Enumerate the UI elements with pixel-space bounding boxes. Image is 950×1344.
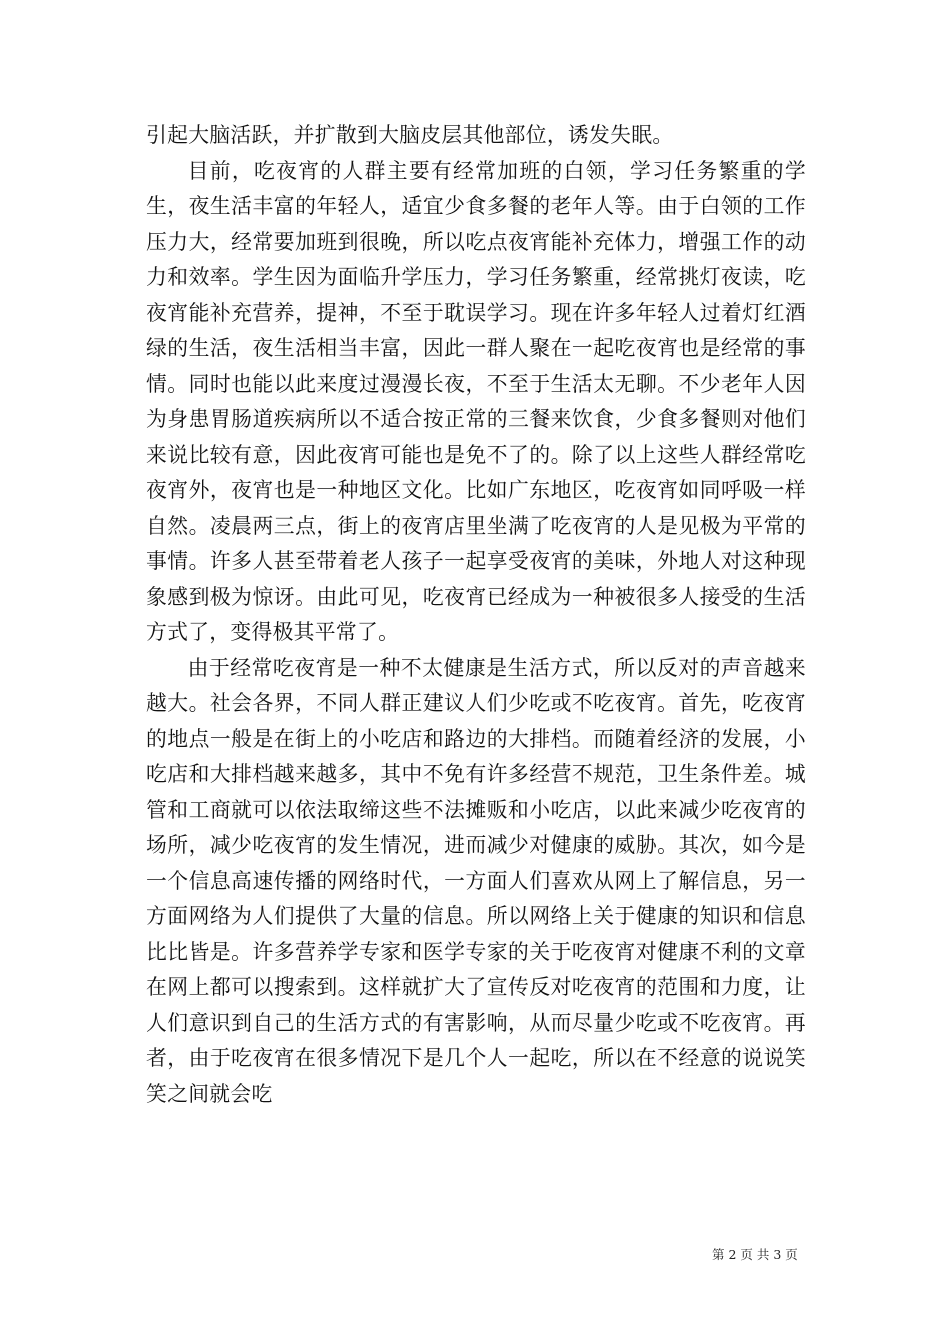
- paragraph-continuation: 引起大脑活跃，并扩散到大脑皮层其他部位，诱发失眠。: [146, 123, 674, 147]
- paragraph-opposition-measures: 由于经常吃夜宵是一种不太健康是生活方式，所以反对的声音越来越大。社会各界，不同人群正建议人们少吃或不吃夜宵。首先，吃夜宵的地点一般是在街上的小吃店和路边的大排档。而随着经济的发展，小吃店和大排档越来越多，其中不免有许多经营不规范，卫生条件差。城管和工商就可以依法取缔这些不法摊贩和小吃店，以此来减少吃夜宵的场所，减少吃夜宵的发生情况，进而减少对健康的威胁。其次，如今是一个信息高速传播的网络时代，一方面人们喜欢从网上了解信息，另一方面网络为人们提供了大量的信息。所以网络上关于健康的知识和信息比比皆是。许多营养学专家和医学专家的关于吃夜宵对健康不利的文章在网上都可以搜索到。这样就扩大了宣传反对吃夜宵的范围和力度，让人们意识到自己的生活方式的有害影响，从而尽量少吃或不吃夜宵。再者，由于吃夜宵在很多情况下是几个人一起吃，所以在不经意的说说笑笑之间就会吃: [146, 655, 806, 1106]
- page-number-footer: 第 2 页 共 3 页: [712, 1247, 798, 1262]
- paragraph-late-night-snack-groups: 目前，吃夜宵的人群主要有经常加班的白领，学习任务繁重的学生，夜生活丰富的年轻人，适宜少食多餐的老年人等。由于白领的工作压力大，经常要加班到很晚，所以吃点夜宵能补充体力，增强工作的动力和效率。学生因为面临升学压力，学习任务繁重，经常挑灯夜读，吃夜宵能补充营养，提神，不至于耽误学习。现在许多年轻人过着灯红酒绿的生活，夜生活相当丰富，因此一群人聚在一起吃夜宵也是经常的事情。同时也能以此来度过漫漫长夜，不至于生活太无聊。不少老年人因为身患胃肠道疾病所以不适合按正常的三餐来饮食，少食多餐则对他们来说比较有意，因此夜宵可能也是免不了的。除了以上这些人群经常吃夜宵外，夜宵也是一种地区文化。比如广东地区，吃夜宵如同呼吸一样自然。凌晨两三点，街上的夜宵店里坐满了吃夜宵的人是见极为平常的事情。许多人甚至带着老人孩子一起享受夜宵的美味，外地人对这种现象感到极为惊讶。由此可见，吃夜宵已经成为一种被很多人接受的生活方式了，变得极其平常了。: [146, 158, 806, 644]
- document-body: [146, 118, 806, 1112]
